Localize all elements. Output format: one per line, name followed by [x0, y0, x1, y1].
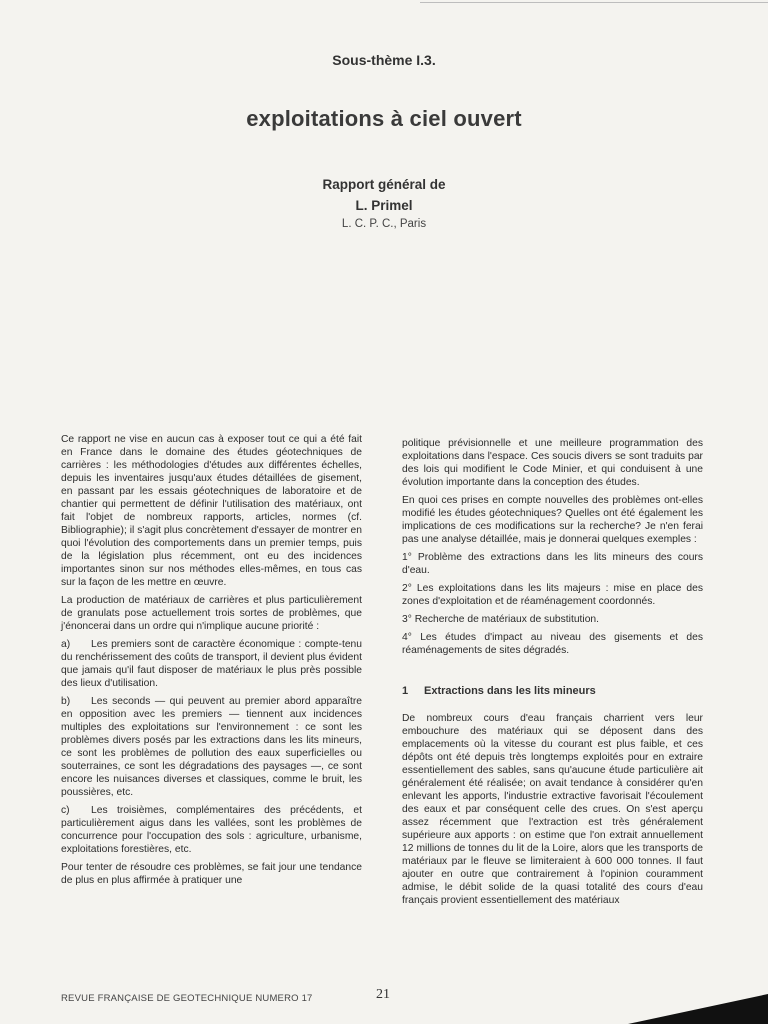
- problem-a-text: Les premiers sont de caractère économique : compte-tenu du renchérissement des coûts de transport, il devient plus évident que jamais qu'il faut disposer de matériaux le plus près possible des lieux d'utilisation.: [61, 639, 362, 689]
- policy-paragraph: politique prévisionnelle et une meilleure programmation des exploitations dans l'espace. Ces soucis divers se sont traduits par des lois qui modifient le Code Minier, et qui conduisent à une évolution importante dans la conception des études.: [402, 438, 703, 488]
- scan-top-rule: [420, 2, 768, 3]
- author-affiliation: L. C. P. C., Paris: [341, 218, 427, 230]
- conclusion-paragraph: Pour tenter de résoudre ces problèmes, se fait jour une tendance de plus en plus affirmée à pratiquer une: [61, 862, 362, 886]
- intro-paragraph: Ce rapport ne vise en aucun cas à exposer tout ce qui a été fait en France dans le domaine des études géotechniques de carrières : les méthodologies d'études aux différentes échelles, depuis les inventaires jusqu'aux études détaillées de gisement, en passant par les essais géotechniques de laboratoire et de chantier qui permettent de définir l'utilisation des matériaux, ont fait l'objet de nombreux rapports, articles, normes (cf. Bibliographie); il s'agit plus concrètement d'essayer de montrer en quoi l'évolution des comportements dans un premier temps, puis de la législation plus récemment, ont eu des incidences importantes sinon sur nos méthodes elles-mêmes, en tous cas sur la façon de les mettre en œuvre.: [61, 434, 362, 588]
- subtheme-heading: Sous-thème I.3.: [332, 52, 436, 68]
- left-column: [61, 433, 362, 892]
- problem-b-text: Les seconds — qui peuvent au premier abord apparaître en opposition avec les premiers — tiennent aux incidences multiples des exploitations sur l'environnement : ce sont les problèmes divers posés par les extractions dans les lits mineurs, ce sont les problèmes de pollution des eaux superficielles ou souterraines, ce sont les dégradations des paysages —, ce sont encore les nuisances diverses et classiques, comme le bruit, les poussières, etc.: [61, 696, 362, 798]
- problem-b-label: b): [61, 696, 71, 707]
- section-heading: [402, 685, 703, 698]
- list-item-1: 1° Problème des extractions dans les lits mineurs des cours d'eau.: [402, 552, 703, 576]
- section-number: 1: [402, 685, 409, 697]
- report-label: Rapport général de: [322, 177, 446, 192]
- document-title: exploitations à ciel ouvert: [246, 106, 522, 131]
- production-paragraph: La production de matériaux de carrières et plus particulièrement de granulats pose actuellement trois sortes de problèmes, que j'énoncerai dans un ordre qui n'implique aucune priorité :: [61, 595, 362, 632]
- problem-a: [61, 638, 362, 690]
- list-item-3: 3° Recherche de matériaux de substitution.: [402, 614, 600, 625]
- problem-c-text: Les troisièmes, complémentaires des précédents, et particulièrement aigus dans les vallées, sont les problèmes de concurrence pour l'occupation des sols : agriculture, urbanisme, exploitations forestières, etc.: [61, 805, 362, 855]
- question-paragraph: En quoi ces prises en compte nouvelles des problèmes ont-elles modifié les études géotechniques? Quelles ont été également les implications de ces modifications sur la recherche? Je n'en ferai pas une analyse détaillée, mais je donnerai quelques exemples :: [402, 495, 703, 545]
- page-number: 21: [376, 987, 390, 1002]
- list-item-2: 2° Les exploitations dans les lits majeurs : mise en place des zones d'exploitation et de réaménagement coordonnés.: [402, 583, 703, 607]
- problem-a-label: a): [61, 639, 71, 650]
- problem-c-label: c): [61, 805, 70, 816]
- journal-footer: REVUE FRANÇAISE DE GEOTECHNIQUE NUMERO 17: [61, 993, 313, 1004]
- scan-corner-shadow: [628, 994, 768, 1024]
- author-name: L. Primel: [355, 198, 413, 213]
- problem-c: [61, 804, 362, 856]
- extraction-paragraph: De nombreux cours d'eau français charrient vers leur embouchure des matériaux qui se déposent dans des emplacements où la vitesse du courant est plus faible, et ces dépôts ont été depuis très longtemps exploités pour en extraire essentiellement des sables, sans qu'aucune étude particulière ait généralement été réalisée; on avait tendance à considérer qu'en enlevant les apports, l'industrie extractive favorisait l'écoulement des eaux et par conséquent celle des crues. On s'est aperçu assez récemment que l'extraction est très généralement supérieure aux apports : on estime que l'on extrait annuellement 12 millions de tonnes du lit de la Loire, alors que les transports de matériaux par le fleuve se limiteraient à 600 000 tonnes. Il faut ajouter en outre que contrairement à l'opinion couramment admise, le débit solide de la quasi totalité des cours d'eau français provient essentiellement des matériaux: [402, 713, 703, 906]
- right-column: [402, 437, 703, 912]
- list-item-4: 4° Les études d'impact au niveau des gisements et des réaménagements de sites dégradés.: [402, 632, 703, 656]
- section-title: Extractions dans les lits mineurs: [424, 685, 596, 697]
- problem-b: [61, 695, 362, 799]
